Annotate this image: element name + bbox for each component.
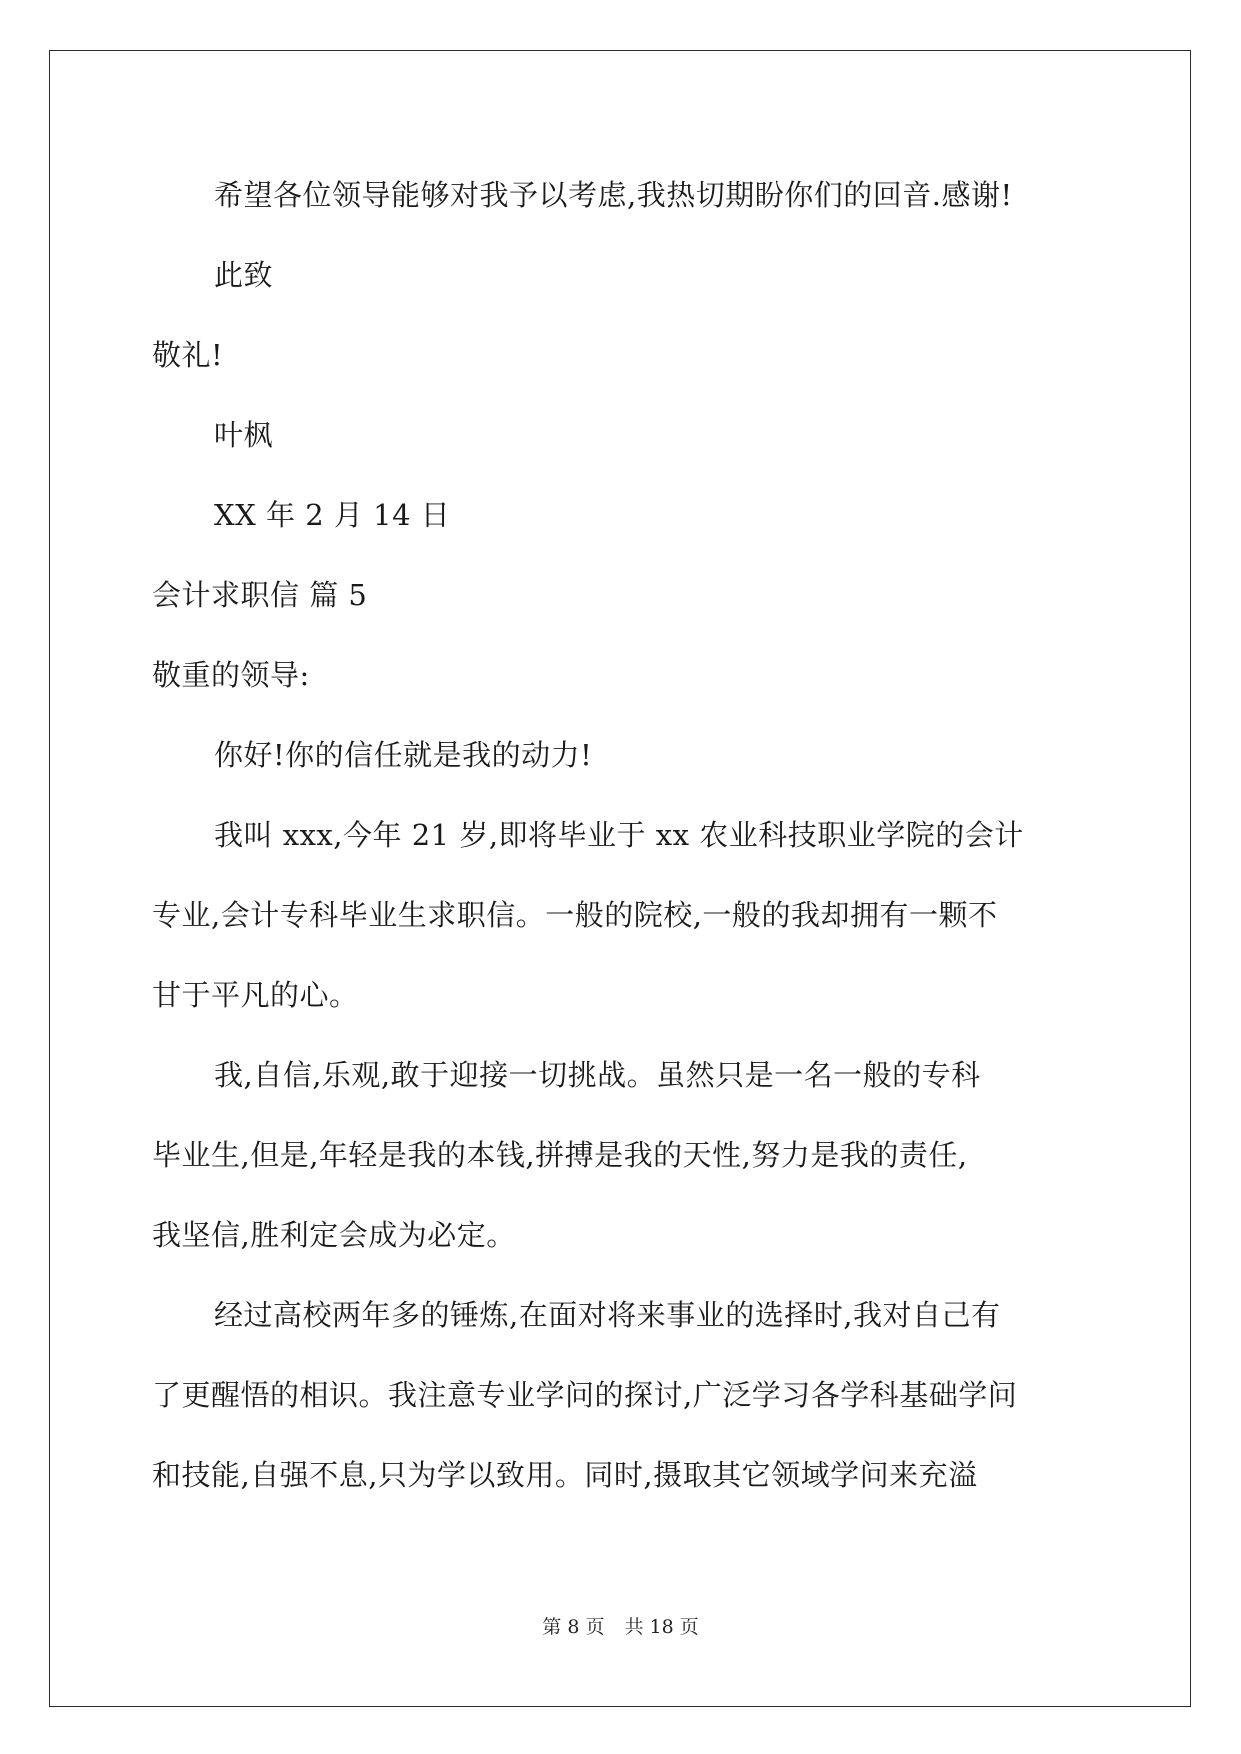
page-number-current: 第 8 页 (542, 1616, 605, 1638)
salutation-cizhi: 此致 (214, 258, 274, 292)
section-heading: 会计求职信 篇 5 (152, 578, 368, 612)
signature-date: XX 年 2 月 14 日 (214, 498, 451, 532)
page-number-total: 共 18 页 (624, 1616, 699, 1638)
page-footer (0, 1614, 1241, 1640)
paragraph-2-line-3: 我坚信,胜利定会成为必定。 (152, 1218, 516, 1252)
greeting: 敬重的领导: (152, 658, 310, 692)
paragraph-1-line-1: 我叫 xxx,今年 21 岁,即将毕业于 xx 农业科技职业学院的会计 (214, 818, 1024, 852)
opening-line: 你好!你的信任就是我的动力! (214, 738, 593, 772)
paragraph-3-line-1: 经过高校两年多的锤炼,在面对将来事业的选择时,我对自己有 (214, 1298, 1001, 1332)
paragraph-1-line-3: 甘于平凡的心。 (152, 978, 359, 1012)
closing-paragraph: 希望各位领导能够对我予以考虑,我热切期盼你们的回音.感谢! (214, 178, 1013, 212)
paragraph-3-line-2: 了更醒悟的相识。我注意专业学问的探讨,广泛学习各学科基础学问 (152, 1378, 1018, 1412)
signature-name: 叶枫 (214, 418, 274, 452)
paragraph-1-line-2: 专业,会计专科毕业生求职信。一般的院校,一般的我却拥有一颗不 (152, 898, 998, 932)
paragraph-2-line-2: 毕业生,但是,年轻是我的本钱,拼搏是我的天性,努力是我的责任, (152, 1138, 968, 1172)
salutation-jingli: 敬礼! (152, 338, 224, 372)
paragraph-2-line-1: 我,自信,乐观,敢于迎接一切挑战。虽然只是一名一般的专科 (214, 1058, 981, 1092)
paragraph-3-line-3: 和技能,自强不息,只为学以致用。同时,摄取其它领域学问来充溢 (152, 1458, 978, 1492)
